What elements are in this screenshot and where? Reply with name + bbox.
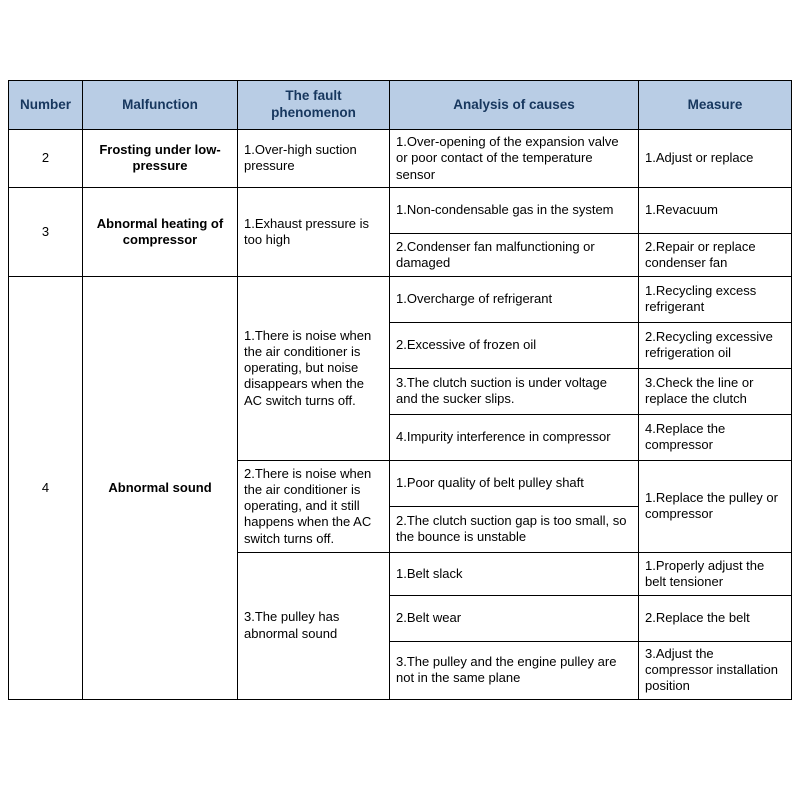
column-header-number: Number bbox=[9, 81, 83, 130]
cell-measure: 1.Properly adjust the belt tensioner bbox=[639, 552, 792, 595]
cell-phenomenon: 1.Over-high suction pressure bbox=[238, 130, 390, 188]
table-row bbox=[9, 187, 792, 233]
cell-cause: 1.Non-condensable gas in the system bbox=[390, 187, 639, 233]
cell-cause: 3.The clutch suction is under voltage and the sucker slips. bbox=[390, 368, 639, 414]
cell-measure: 1.Recycling excess refrigerant bbox=[639, 276, 792, 322]
cell-cause: 4.Impurity interference in compressor bbox=[390, 414, 639, 460]
cell-cause: 1.Overcharge of refrigerant bbox=[390, 276, 639, 322]
troubleshooting-table bbox=[8, 80, 792, 700]
cell-cause: 1.Over-opening of the expansion valve or poor contact of the temperature sensor bbox=[390, 130, 639, 188]
cell-cause: 3.The pulley and the engine pulley are not in the same plane bbox=[390, 641, 639, 699]
cell-number: 4 bbox=[9, 276, 83, 699]
cell-cause: 2.Excessive of frozen oil bbox=[390, 322, 639, 368]
cell-number: 3 bbox=[9, 187, 83, 276]
table-row bbox=[9, 130, 792, 188]
cell-cause: 1.Belt slack bbox=[390, 552, 639, 595]
cell-malfunction: Abnormal sound bbox=[83, 276, 238, 699]
cell-measure: 1.Replace the pulley or compressor bbox=[639, 460, 792, 552]
cell-number: 2 bbox=[9, 130, 83, 188]
cell-phenomenon: 1.There is noise when the air conditioner is operating, but noise disappears when the AC switch turns off. bbox=[238, 276, 390, 460]
cell-phenomenon: 3.The pulley has abnormal sound bbox=[238, 552, 390, 699]
header-row bbox=[9, 81, 792, 130]
cell-measure: 3.Check the line or replace the clutch bbox=[639, 368, 792, 414]
cell-measure: 2.Repair or replace condenser fan bbox=[639, 233, 792, 276]
cell-measure: 2.Recycling excessive refrigeration oil bbox=[639, 322, 792, 368]
column-header-measure: Measure bbox=[639, 81, 792, 130]
cell-malfunction: Frosting under low-pressure bbox=[83, 130, 238, 188]
cell-measure: 3.Adjust the compressor installation position bbox=[639, 641, 792, 699]
cell-cause: 2.The clutch suction gap is too small, so the bounce is unstable bbox=[390, 506, 639, 552]
column-header-analysis: Analysis of causes bbox=[390, 81, 639, 130]
cell-measure: 4.Replace the compressor bbox=[639, 414, 792, 460]
cell-cause: 2.Condenser fan malfunctioning or damaged bbox=[390, 233, 639, 276]
cell-measure: 1.Revacuum bbox=[639, 187, 792, 233]
cell-cause: 2.Belt wear bbox=[390, 595, 639, 641]
cell-cause: 1.Poor quality of belt pulley shaft bbox=[390, 460, 639, 506]
column-header-phenomenon: The fault phenomenon bbox=[238, 81, 390, 130]
cell-phenomenon: 1.Exhaust pressure is too high bbox=[238, 187, 390, 276]
column-header-malfunction: Malfunction bbox=[83, 81, 238, 130]
cell-phenomenon: 2.There is noise when the air conditioner is operating, and it still happens when the AC switch turns off. bbox=[238, 460, 390, 552]
table-row bbox=[9, 276, 792, 322]
cell-malfunction: Abnormal heating of compressor bbox=[83, 187, 238, 276]
cell-measure: 2.Replace the belt bbox=[639, 595, 792, 641]
cell-measure: 1.Adjust or replace bbox=[639, 130, 792, 188]
